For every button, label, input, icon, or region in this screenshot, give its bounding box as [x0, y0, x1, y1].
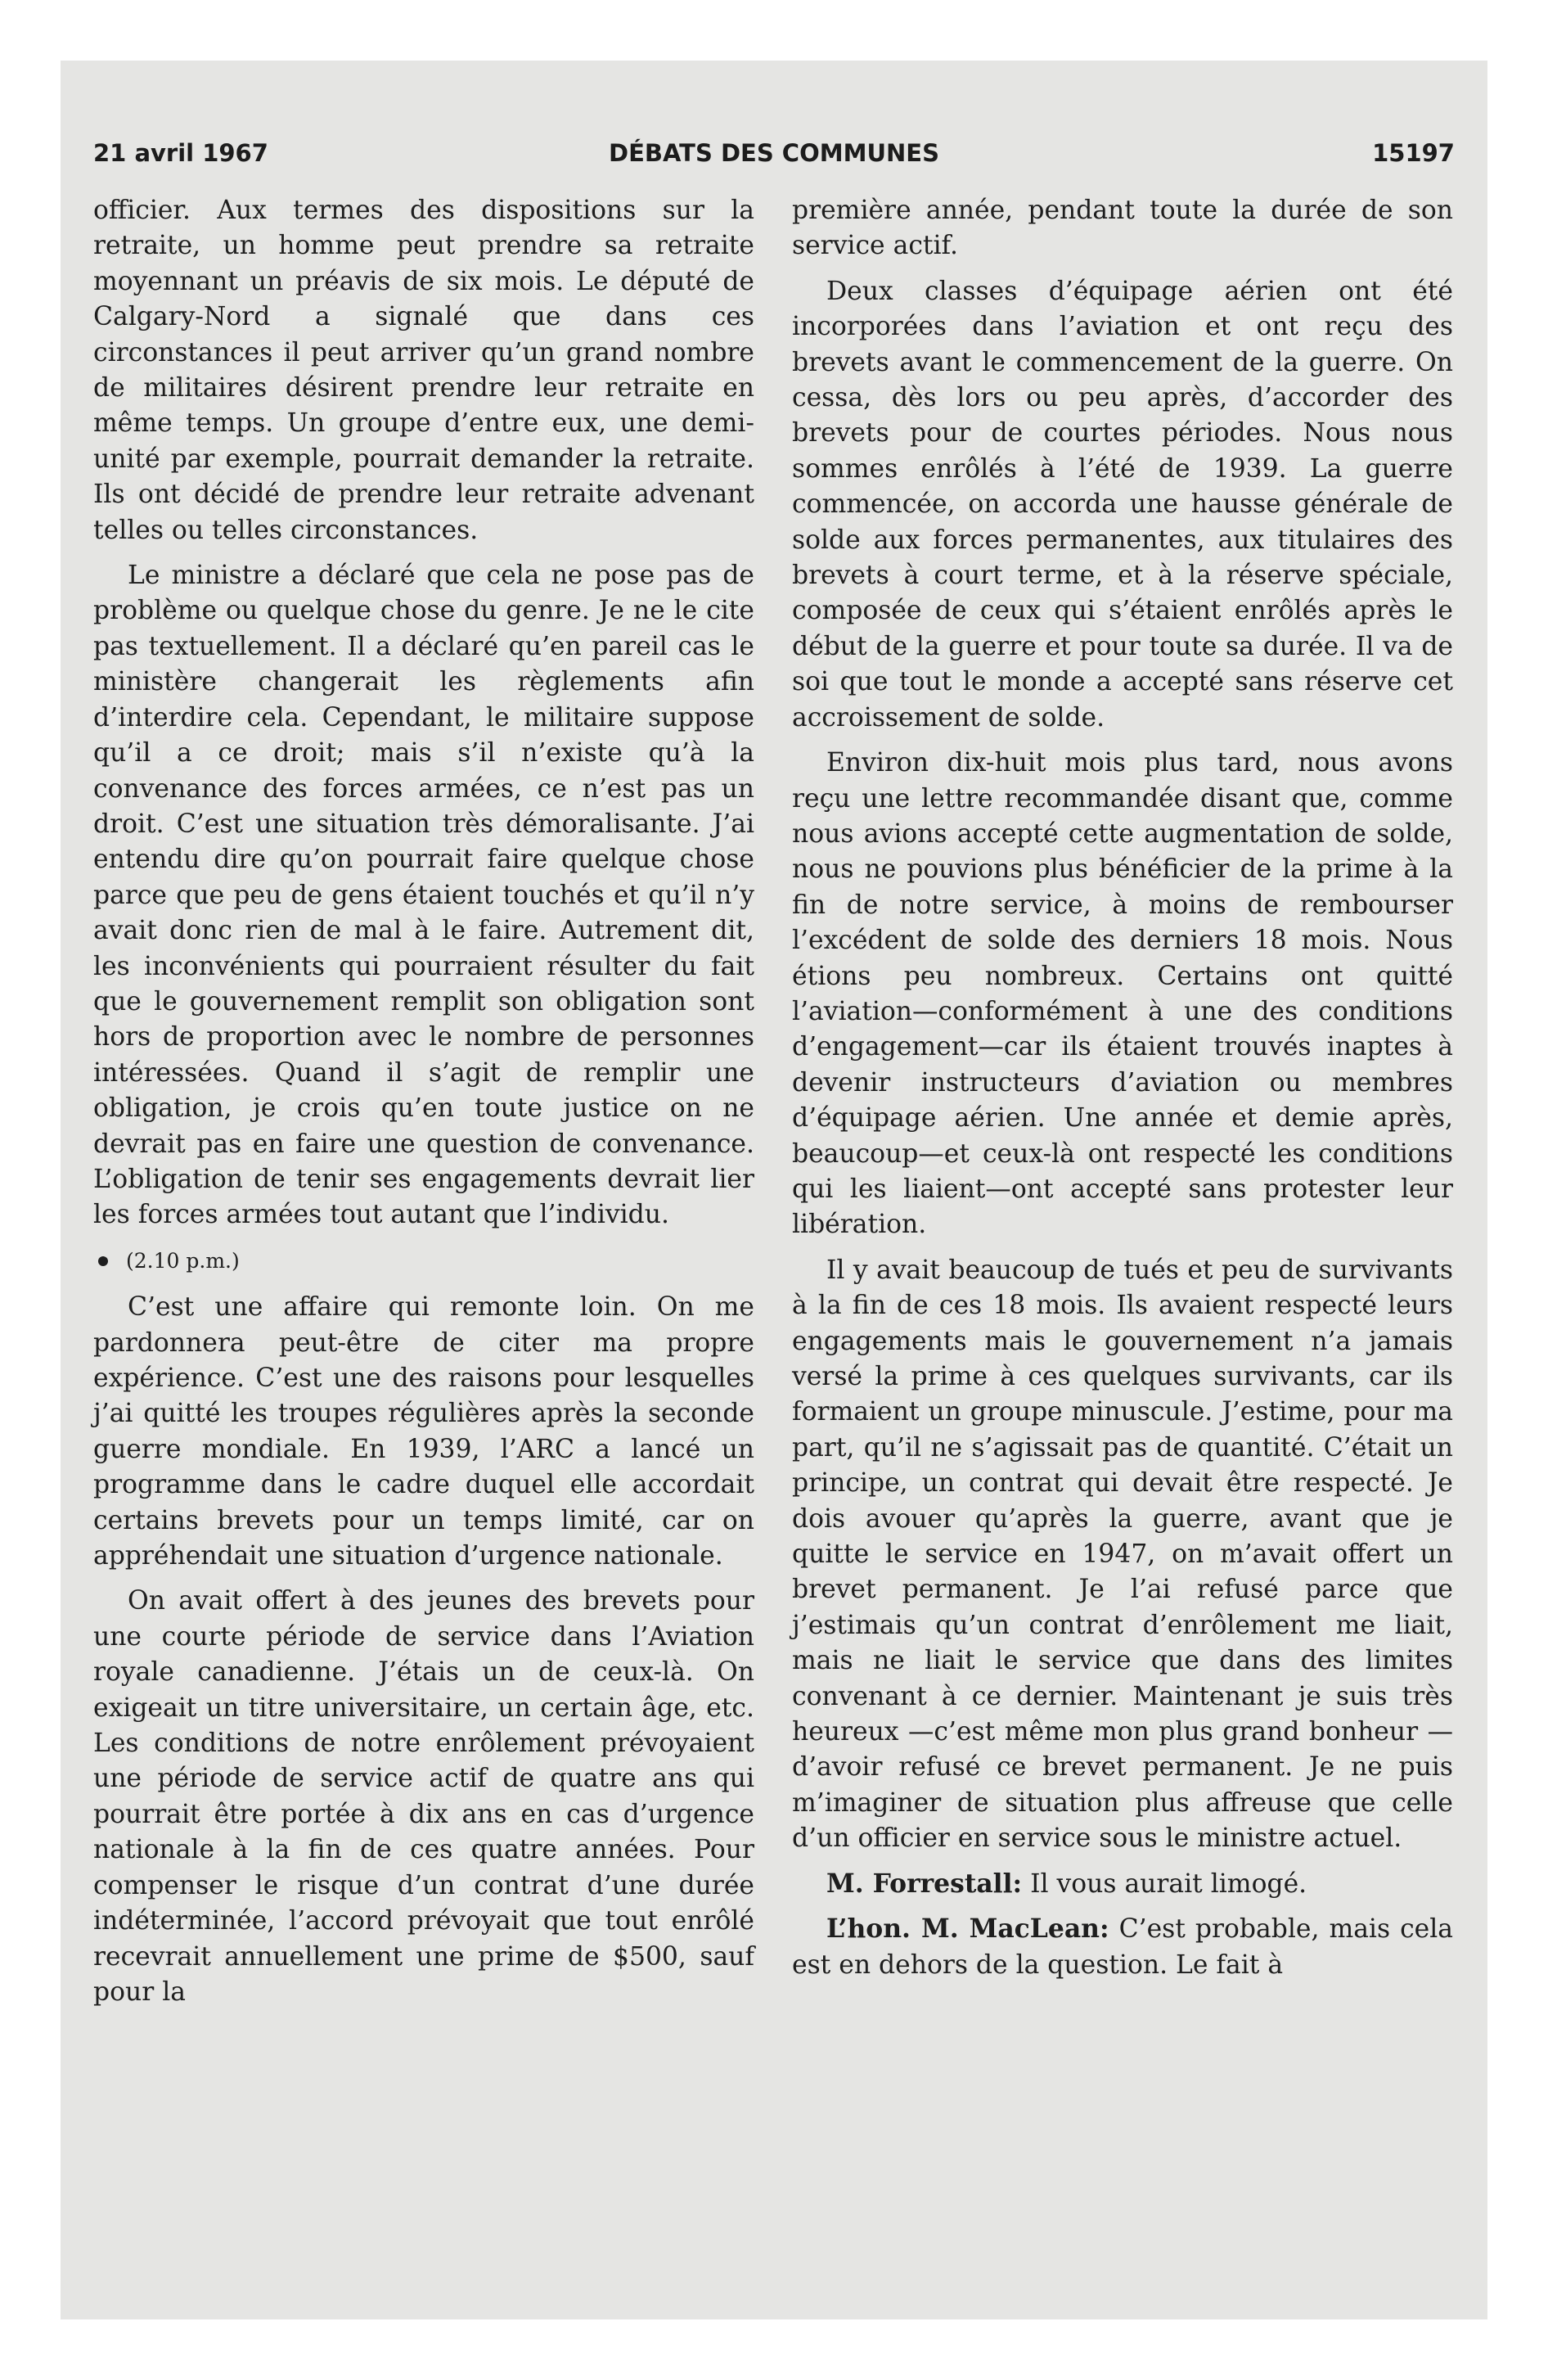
paragraph: On avait offert à des jeunes des brevets pour une courte période de service dans l’Aviation royale canadienne. J’étais un de ceux-là. On exigeait un titre universitaire, un certain âge, etc. Les conditions de notre enrôlement prévoyaient une période de service actif de quatre ans qui pourrait être portée à dix ans en cas d’urgence nationale à la fin de ces quatre années. Pour compenser le risque d’un contrat d’une durée indéterminée, l’accord prévoyait que tout enrôlé recevrait annuellement une prime de $500, sauf pour la: [93, 1586, 754, 2007]
speaker-name: M. Forrestall:: [826, 1868, 1023, 1899]
page-number: 15197: [1372, 139, 1455, 167]
left-column: [93, 193, 754, 2020]
speaker-turn: [792, 1912, 1453, 1983]
paragraph: Il y avait beaucoup de tués et peu de survivants à la fin de ces 18 mois. Ils avaient respecté leurs engagements mais le gouvernement n’a jamais versé la prime à ces quelques survivants, car ils formaient un groupe minuscule. J’estime, pour ma part, qu’il ne s’agissait pas de quantité. C’était un principe, un contrat qui devait être respecté. Je dois avouer qu’après la guerre, avant que je quitte le service en 1947, on m’avait offert un brevet permanent. Je l’ai refusé parce que j’estimais qu’un contrat d’enrôlement me liait, mais ne liait le service que dans des limites convenant à ce dernier. Maintenant je suis très heureux —c’est même mon plus grand bonheur —d’avoir refusé ce brevet permanent. Je ne puis m’imaginer de situation plus affreuse que celle d’un officier en service sous le ministre actuel.: [792, 1255, 1453, 1854]
time-marker-text: (2.10 p.m.): [126, 1248, 240, 1273]
right-column: [792, 193, 1453, 1993]
speaker-text: C’est probable, mais cela est en dehors de la question. Le fait à: [792, 1914, 1453, 1980]
paragraph: Le ministre a déclaré que cela ne pose pas de problème ou quelque chose du genre. Je ne le cite pas textuellement. Il a déclaré qu’en pareil cas le ministère changerait les règlements afin d’interdire cela. Cependant, le militaire suppose qu’il a ce droit; mais s’il n’existe qu’à la convenance des forces armées, ce n’est pas un droit. C’est une situation très démoralisante. J’ai entendu dire qu’on pourrait faire quelque chose parce que peu de gens étaient touchés et qu’il n’y avait donc rien de mal à le faire. Autrement dit, les inconvénients qui pourraient résulter du fait que le gouvernement remplit son obligation sont hors de proportion avec le nombre de personnes intéressées. Quand il s’agit de remplir une obligation, je crois qu’en toute justice on ne devrait pas en faire une question de convenance. L’obligation de tenir ses engagements devrait lier les forces armées tout autant que l’individu.: [93, 561, 754, 1230]
header-date: 21 avril 1967: [93, 139, 268, 167]
time-marker: [93, 1243, 754, 1278]
paragraph: première année, pendant toute la durée de son service actif.: [792, 196, 1453, 261]
paragraph: Deux classes d’équipage aérien ont été incorporées dans l’aviation et ont reçu des brevets avant le commencement de la guerre. On cessa, dès lors ou peu après, d’accorder des brevets pour de courtes périodes. Nous nous sommes enrôlés à l’été de 1939. La guerre commencée, on accorda une hausse générale de solde aux forces permanentes, aux titulaires des brevets à court terme, et à la réserve spéciale, composée de ceux qui s’étaient enrôlés après le début de la guerre et pour toute sa durée. Il va de soi que tout le monde a accepté sans réserve cet accroissement de solde.: [792, 276, 1453, 732]
paragraph: C’est une affaire qui remonte loin. On me pardonnera peut-être de citer ma propre expérience. C’est une des raisons pour lesquelles j’ai quitté les troupes régulières après la seconde guerre mondiale. En 1939, l’ARC a lancé un programme dans le cadre duquel elle accordait certains brevets pour un temps limité, car on appréhendait une situation d’urgence nationale.: [93, 1292, 754, 1571]
bullet-icon: [98, 1256, 108, 1266]
page-scan: [61, 61, 1487, 2319]
paragraph: Environ dix-huit mois plus tard, nous avons reçu une lettre recommandée disant que, comme nous avions accepté cette augmentation de solde, nous ne pouvions plus bénéficier de la prime à la fin de notre service, à moins de rembourser l’excédent de solde des derniers 18 mois. Nous étions peu nombreux. Certains ont quitté l’aviation—conformément à une des conditions d’engagement—car ils étaient trouvés inaptes à devenir instructeurs d’aviation ou membres d’équipage aérien. Une année et demie après, beaucoup—et ceux-là ont respecté les conditions qui les liaient—ont accepté sans protester leur libération.: [792, 748, 1453, 1240]
speaker-text: Il vous aurait limogé.: [1022, 1868, 1307, 1899]
page-header: [93, 139, 1455, 175]
speaker-name: L’hon. M. MacLean:: [826, 1914, 1109, 1945]
header-title: DÉBATS DES COMMUNES: [609, 139, 939, 167]
speaker-turn: [792, 1867, 1453, 1902]
paragraph: officier. Aux termes des dispositions sur la retraite, un homme peut prendre sa retraite moyennant un préavis de six mois. Le député de Calgary-Nord a signalé que dans ces circonstances il peut arriver qu’un grand nombre de militaires désirent prendre leur retraite en même temps. Un groupe d’entre eux, une demi-unité par exemple, pourrait demander la retraite. Ils ont décidé de prendre leur retraite advenant telles ou telles circonstances.: [93, 196, 754, 545]
